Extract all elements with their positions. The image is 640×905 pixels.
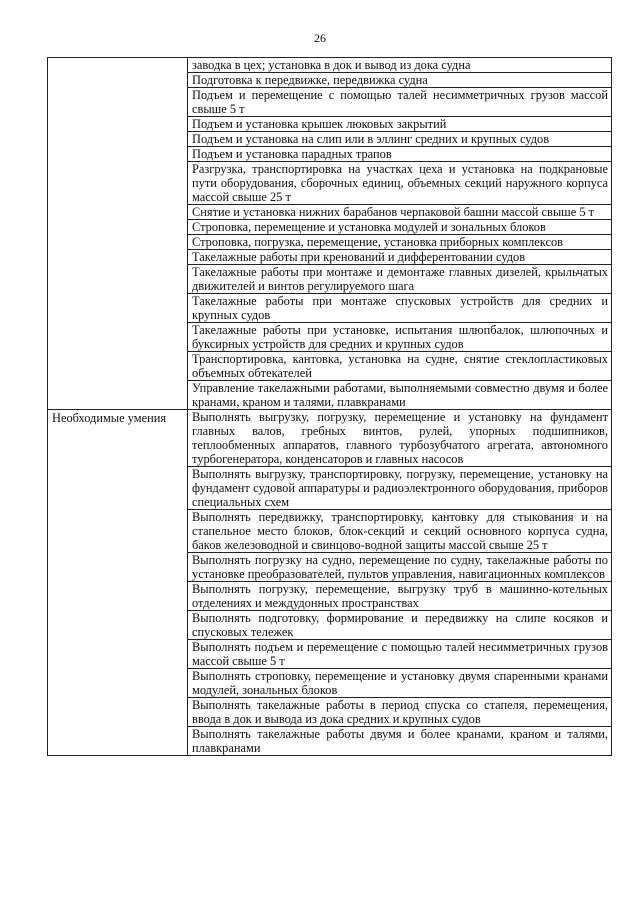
table-cell: Выполнять выгрузку, транспортировку, погрузку, перемещение, установку на фундамент судовой аппаратуры и радиоэлектронного оборудования, приборов специальных схем — [188, 467, 612, 510]
table-cell: Управление такелажными работами, выполняемыми совместно двумя и более кранами, краном и талями, плавкранами — [188, 381, 612, 410]
table-row — [48, 410, 612, 467]
table-cell: Строповка, погрузка, перемещение, установка приборных комплексов — [188, 235, 612, 250]
table-cell: Выполнять подъем и перемещение с помощью талей несимметричных грузов массой свыше 5 т — [188, 640, 612, 669]
table-cell: Снятие и установка нижних барабанов черпаковой башни массой свыше 5 т — [188, 205, 612, 220]
table-cell: Разгрузка, транспортировка на участках цеха и установка на подкрановые пути оборудования, сборочных единиц, объемных секций наружного корпуса массой свыше 25 т — [188, 162, 612, 205]
page-number: 26 — [314, 31, 326, 45]
continued-label-cell — [48, 58, 188, 410]
table-cell: Такелажные работы при кренований и дифферентовании судов — [188, 250, 612, 265]
table-cell: заводка в цех; установка в док и вывод из дока судна — [188, 58, 612, 73]
table-cell: Такелажные работы при монтаже спусковых устройств для средних и крупных судов — [188, 294, 612, 323]
table-cell: Такелажные работы при монтаже и демонтаже главных дизелей, крыльчатых движителей и винтов регулируемого шага — [188, 265, 612, 294]
table-cell: Выполнять такелажные работы в период спуска со стапеля, перемещения, ввода в док и вывода из дока средних и крупных судов — [188, 698, 612, 727]
skills-label: Необходимые умения — [52, 411, 167, 425]
qualification-table — [47, 57, 612, 756]
table-cell: Выполнять выгрузку, погрузку, перемещение и установку на фундамент главных валов, гребных винтов, рулей, упорных подшипников, теплообменных аппаратов, главного турбозубчатого агрегата, автономного турбогенератора, конденсаторов и главных насосов — [188, 410, 612, 467]
table-cell: Выполнять строповку, перемещение и установку двумя спаренными кранами модулей, зональных блоков — [188, 669, 612, 698]
skills-label-cell — [48, 410, 188, 756]
table-cell: Подготовка к передвижке, передвижка судна — [188, 73, 612, 88]
table-cell: Подъем и установка парадных трапов — [188, 147, 612, 162]
table-row — [48, 58, 612, 73]
table-cell: Выполнять погрузку, перемещение, выгрузку труб в машинно-котельных отделениях и междудонных пространствах — [188, 582, 612, 611]
table-cell: Транспортировка, кантовка, установка на судне, снятие стеклопластиковых объемных обтекателей — [188, 352, 612, 381]
table-cell: Подъем и установка на слип или в эллинг средних и крупных судов — [188, 132, 612, 147]
table-cell: Выполнять подготовку, формирование и передвижку на слипе косяков и спусковых тележек — [188, 611, 612, 640]
table-cell: Подъем и перемещение с помощью талей несимметричных грузов массой свыше 5 т — [188, 88, 612, 117]
table-cell: Выполнять погрузку на судно, перемещение по судну, такелажные работы по установке преобразователей, пультов управления, навигационных комплексов — [188, 553, 612, 582]
table-cell: Выполнять такелажные работы двумя и более кранами, краном и талями, плавкранами — [188, 727, 612, 756]
table-cell: Такелажные работы при установке, испытания шлюпбалок, шлюпочных и буксирных устройств для средних и крупных судов — [188, 323, 612, 352]
table-cell: Выполнять передвижку, транспортировку, кантовку для стыкования и на стапельное место блоков, блок-секций и секций основного корпуса судна, баков железоводной и свинцово-водной защиты массой свыше 25 т — [188, 510, 612, 553]
table-cell: Строповка, перемещение и установка модулей и зональных блоков — [188, 220, 612, 235]
table-cell: Подъем и установка крышек люковых закрытий — [188, 117, 612, 132]
